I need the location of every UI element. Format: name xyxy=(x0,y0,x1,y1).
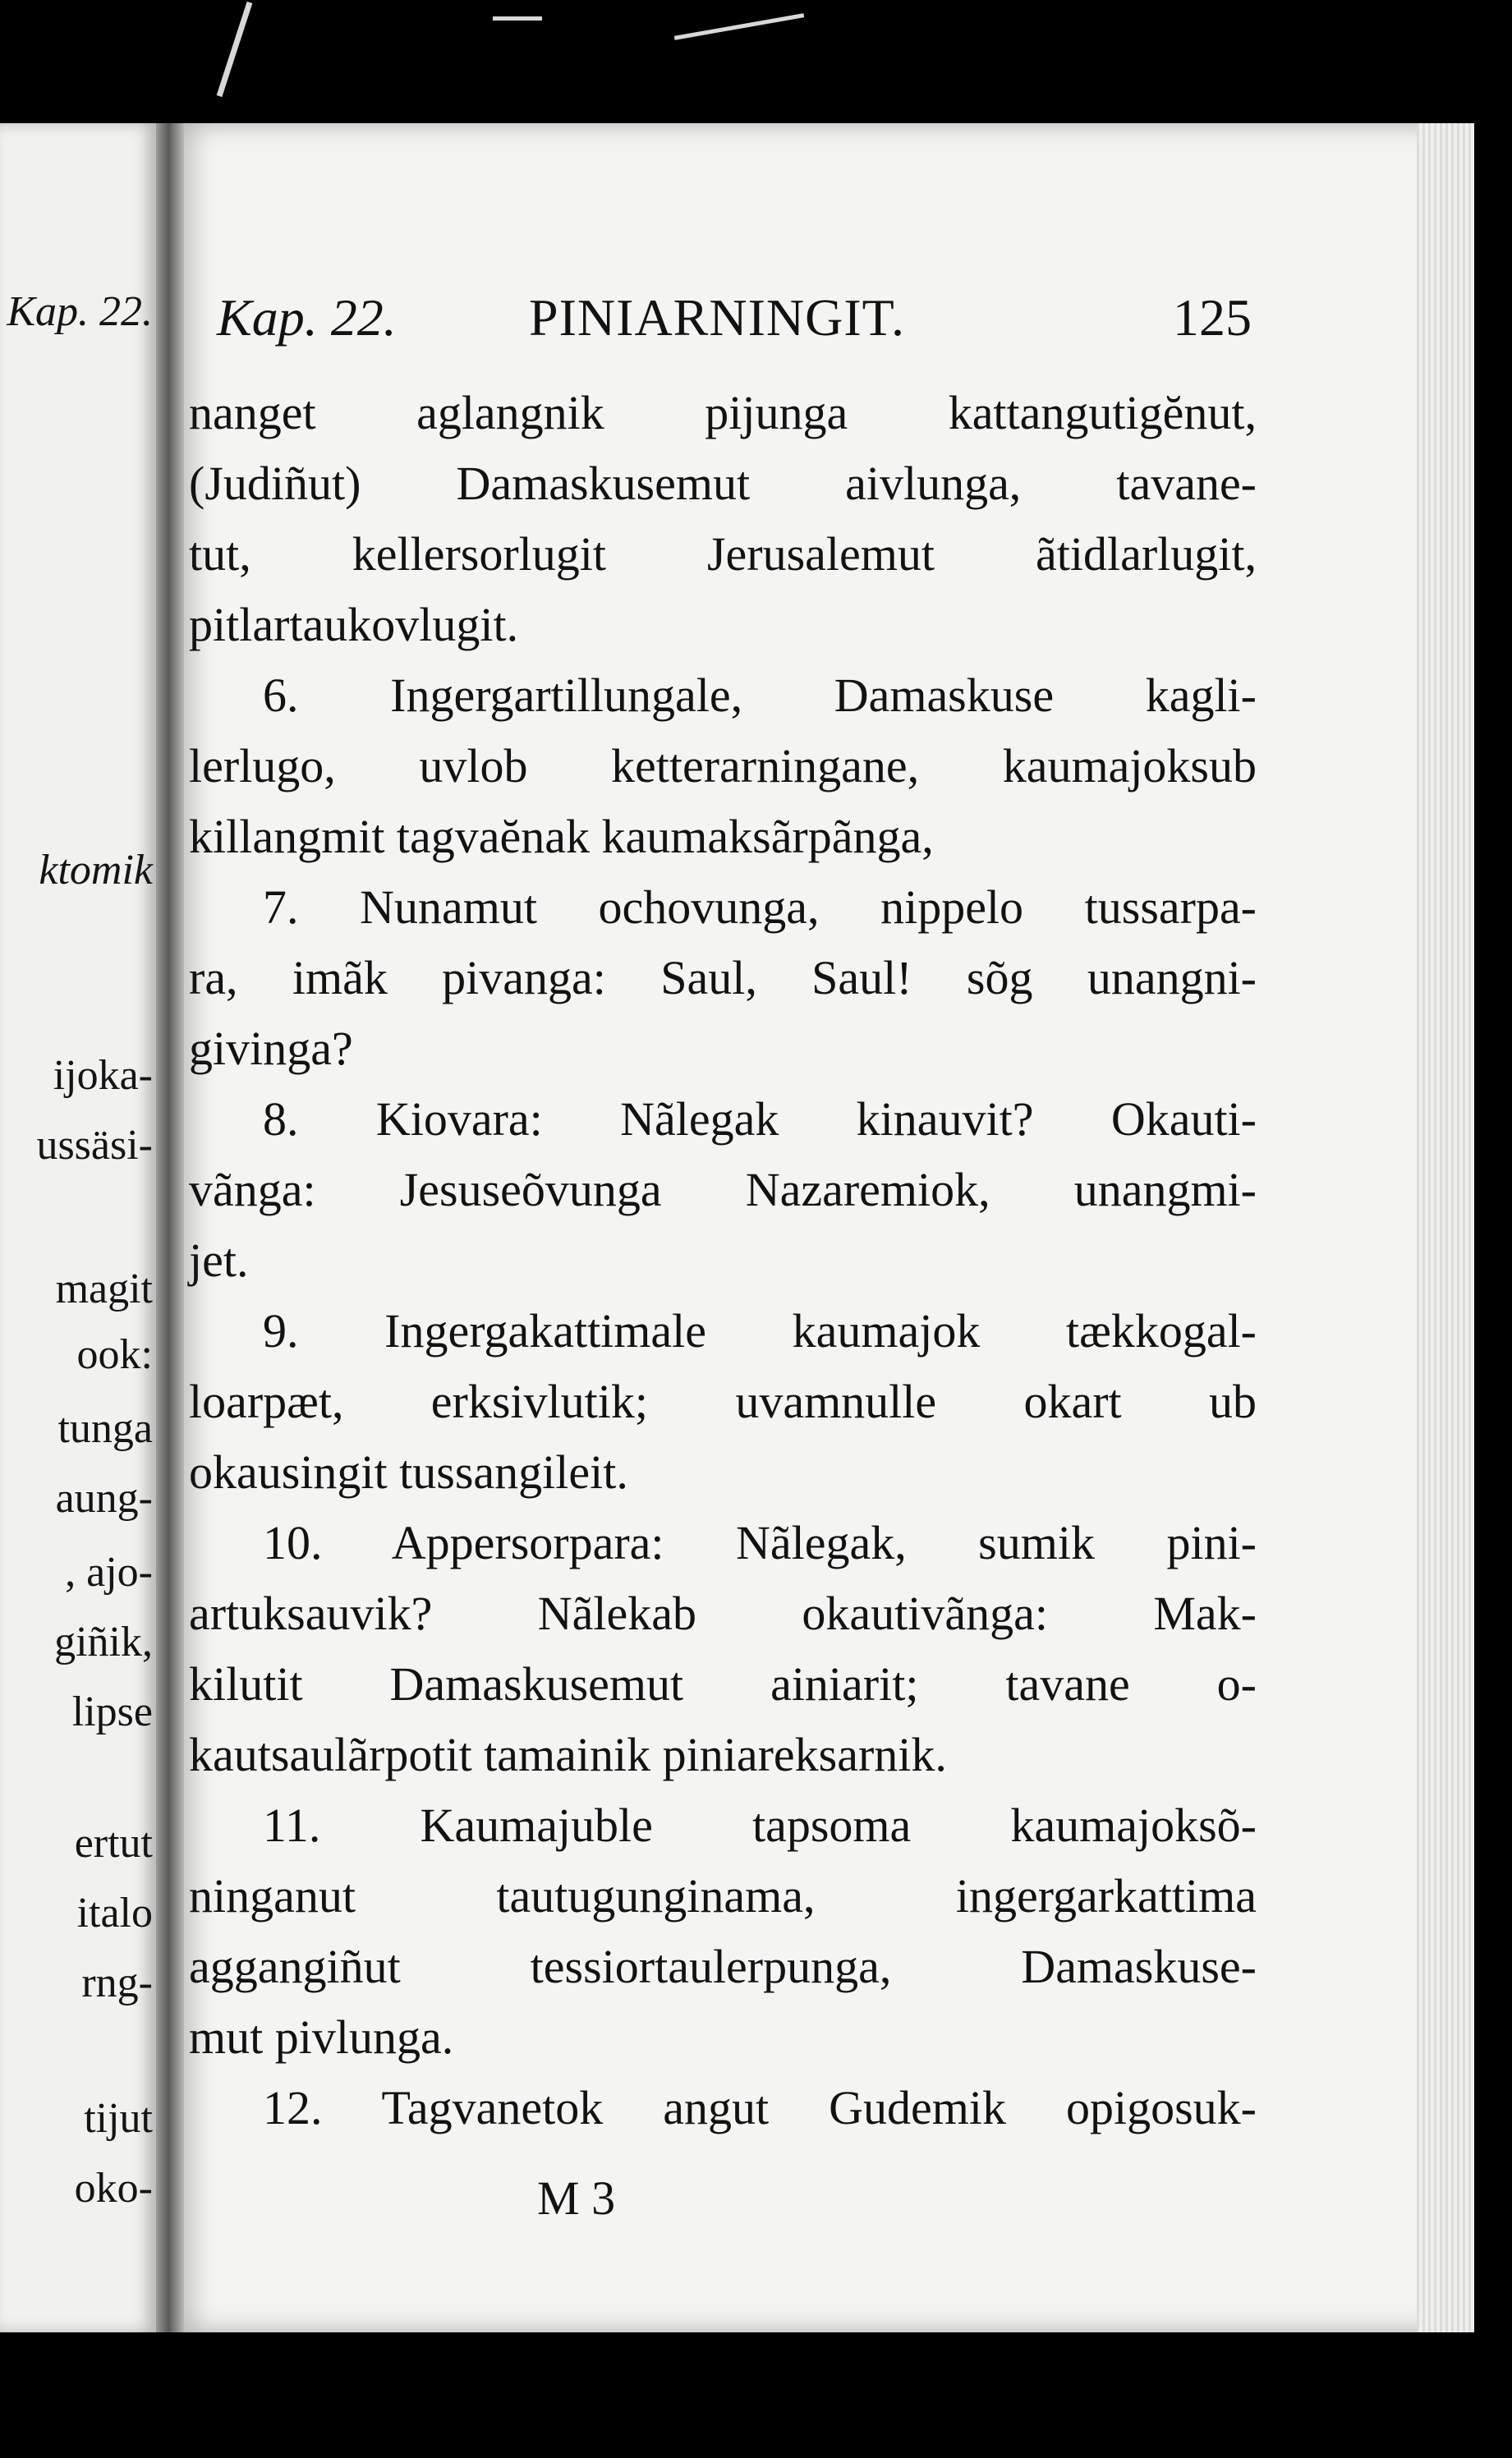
text-line: aggangiñut tessiortaulerpunga, Damaskuse- xyxy=(189,1940,1257,1993)
chapter-label: Kap. 22. xyxy=(217,288,397,347)
previous-page-fragment: ijoka- xyxy=(53,1052,153,1099)
text-line: kautsaulãrpotit tamainik piniareksarnik. xyxy=(189,1728,947,1781)
text-line: ra, imãk pivanga: Saul, Saul! sõg unangni- xyxy=(189,951,1257,1004)
text-line: loarpæt, erksivlutik; uvamnulle okart ub xyxy=(189,1375,1257,1428)
scan-border-bottom xyxy=(0,2332,1512,2458)
previous-page-fragment: ktomik xyxy=(39,847,153,894)
previous-page-fragment: tunga xyxy=(57,1405,153,1452)
previous-page-fragment: ertut xyxy=(74,1820,153,1867)
text-line: killangmit tagvaĕnak kaumaksãrpãnga, xyxy=(189,810,934,863)
previous-page-fragment: oko- xyxy=(74,2165,153,2212)
signature-mark: M 3 xyxy=(537,2171,616,2225)
text-line: mut pivlunga. xyxy=(189,2010,454,2064)
previous-page-fragment: giñik, xyxy=(54,1619,153,1665)
text-line: jet. xyxy=(189,1234,249,1287)
text-line: (Judiñut) Damaskusemut aivlunga, tavane- xyxy=(189,457,1257,510)
text-line: pitlartaukovlugit. xyxy=(189,598,519,651)
previous-page-fragment: , ajo- xyxy=(65,1549,153,1596)
verse-line: 10. Appersorpara: Nãlegak, sumik pini- xyxy=(263,1516,1257,1569)
verse-line: 6. Ingergartillungale, Damaskuse kagli- xyxy=(263,668,1257,722)
verse-line: 8. Kiovara: Nãlegak kinauvit? Okauti- xyxy=(263,1092,1257,1146)
verse-line: 12. Tagvanetok angut Gudemik opigosuk- xyxy=(263,2081,1257,2134)
previous-page-fragment: magit xyxy=(55,1266,153,1312)
previous-page-fragment: ussäsi- xyxy=(36,1122,153,1169)
text-line: lerlugo, uvlob ketterarningane, kaumajoksub xyxy=(189,739,1257,793)
previous-page-fragment: tijut xyxy=(84,2095,153,2142)
page-title: PINIARNINGIT. xyxy=(529,288,905,347)
text-line: artuksauvik? Nãlekab okautivãnga: Mak- xyxy=(189,1587,1257,1640)
previous-page xyxy=(0,123,156,2332)
text-line: okausingit tussangileit. xyxy=(189,1445,628,1499)
verse-line: 11. Kaumajuble tapsoma kaumajoksõ- xyxy=(263,1799,1257,1852)
page-fore-edge xyxy=(1417,123,1474,2332)
text-line: tut, kellersorlugit Jerusalemut ãtidlarlugit, xyxy=(189,527,1257,581)
book-page xyxy=(184,123,1474,2332)
page-number: 125 xyxy=(1173,288,1252,347)
verse-line: 9. Ingergakattimale kaumajok tækkogal- xyxy=(263,1304,1257,1358)
previous-page-fragment: italo xyxy=(76,1890,153,1937)
text-line: vãnga: Jesuseõvunga Nazaremiok, unangmi- xyxy=(189,1163,1257,1216)
verse-line: 7. Nunamut ochovunga, nippelo tussarpa- xyxy=(263,880,1257,934)
text-line: ninganut tautugunginama, ingergarkattima xyxy=(189,1869,1257,1923)
running-head xyxy=(217,287,1252,353)
body-text xyxy=(189,378,1257,2143)
scan-scratch xyxy=(493,16,542,21)
text-line: nanget aglangnik pijunga kattangutigĕnut, xyxy=(189,386,1257,439)
book-gutter xyxy=(156,123,184,2332)
previous-page-head: Kap. 22. xyxy=(7,288,153,335)
text-line: kilutit Damaskusemut ainiarit; tavane o- xyxy=(189,1657,1257,1711)
previous-page-fragment: lipse xyxy=(71,1688,153,1735)
scan-border-right xyxy=(1474,0,1512,2458)
previous-page-fragment: rng- xyxy=(81,1960,153,2006)
previous-page-fragment: ook: xyxy=(76,1331,153,1378)
text-line: givinga? xyxy=(189,1022,353,1075)
previous-page-fragment: aung- xyxy=(55,1475,153,1522)
